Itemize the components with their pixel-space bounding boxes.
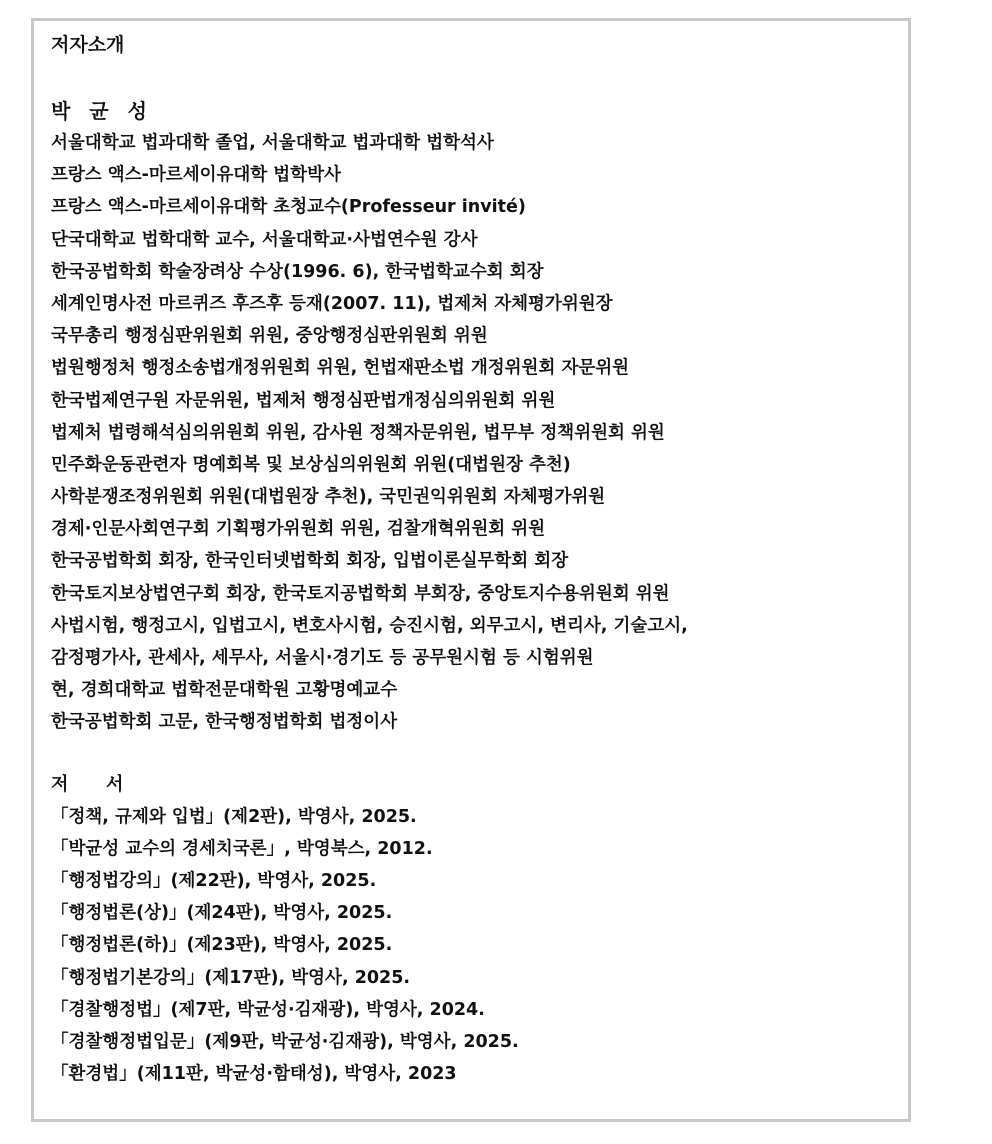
- book-list: [51, 801, 898, 1091]
- works-title: 저 서: [51, 773, 124, 795]
- book-item: 「박균성 교수의 경세치국론」, 박영북스, 2012.: [51, 838, 433, 859]
- book-item: 「경찰행정법」(제7판, 박균성·김재광), 박영사, 2024.: [51, 999, 485, 1020]
- bio-item: 사법시험, 행정고시, 입법고시, 변호사시험, 승진시험, 외무고시, 변리사, 기술고시,: [51, 615, 688, 636]
- bio-item: 세계인명사전 마르퀴즈 후즈후 등재(2007. 11), 법제처 자체평가위원장: [51, 293, 613, 314]
- bio-item: 국무총리 행정심판위원회 위원, 중앙행정심판위원회 위원: [51, 326, 488, 347]
- book-item: 「행정법강의」(제22판), 박영사, 2025.: [51, 870, 377, 891]
- bio-list: [51, 127, 898, 739]
- bio-item: 서울대학교 법과대학 졸업, 서울대학교 법과대학 법학석사: [51, 133, 494, 153]
- bio-item: 프랑스 액스-마르세이유대학 초청교수(Professeur invité): [51, 197, 526, 218]
- bio-item: 프랑스 액스-마르세이유대학 법학박사: [51, 165, 341, 186]
- book-item: 「행정법론(상)」(제24판), 박영사, 2025.: [51, 903, 393, 924]
- bio-item: 단국대학교 법학대학 교수, 서울대학교·사법연수원 강사: [51, 229, 478, 250]
- book-item: 「정책, 규제와 입법」(제2판), 박영사, 2025.: [51, 806, 417, 827]
- author-intro-frame: [31, 18, 911, 1122]
- book-item: 「행정법론(하)」(제23판), 박영사, 2025.: [51, 935, 393, 956]
- bio-item: 경제·인문사회연구회 기획평가위원회 위원, 검찰개혁위원회 위원: [51, 519, 546, 540]
- author-intro-content: [51, 29, 898, 1090]
- bio-item: 감정평가사, 관세사, 세무사, 서울시·경기도 등 공무원시험 등 시험위원: [51, 648, 594, 668]
- bio-item: 법원행정처 행정소송법개정위원회 위원, 헌법재판소법 개정위원회 자문위원: [51, 358, 630, 379]
- book-item: 「행정법기본강의」(제17판), 박영사, 2025.: [51, 967, 411, 988]
- section-title: 저자소개: [51, 34, 125, 56]
- bio-item: 민주화운동관련자 명예회복 및 보상심의위원회 위원(대법원장 추천): [51, 454, 571, 475]
- bio-item: 한국토지보상법연구회 회장, 한국토지공법학회 부회장, 중앙토지수용위원회 위원: [51, 583, 670, 604]
- author-name: 박 균 성: [51, 99, 153, 123]
- bio-item: 한국공법학회 학술장려상 수상(1996. 6), 한국법학교수회 회장: [51, 261, 544, 282]
- bio-item: 현, 경희대학교 법학전문대학원 고황명예교수: [51, 680, 398, 701]
- bio-item: 한국공법학회 고문, 한국행정법학회 법정이사: [51, 712, 398, 733]
- bio-item: 사학분쟁조정위원회 위원(대법원장 추천), 국민권익위원회 자체평가위원: [51, 487, 606, 508]
- book-item: 「환경법」(제11판, 박균성·함태성), 박영사, 2023: [51, 1064, 457, 1085]
- bio-item: 법제처 법령해석심의위원회 위원, 감사원 정책자문위원, 법무부 정책위원회 위원: [51, 422, 665, 443]
- bio-item: 한국공법학회 회장, 한국인터넷법학회 회장, 입법이론실무학회 회장: [51, 551, 569, 572]
- bio-item: 한국법제연구원 자문위원, 법제처 행정심판법개정심의위원회 위원: [51, 390, 556, 411]
- book-item: 「경찰행정법입문」(제9판, 박균성·김재광), 박영사, 2025.: [51, 1031, 519, 1052]
